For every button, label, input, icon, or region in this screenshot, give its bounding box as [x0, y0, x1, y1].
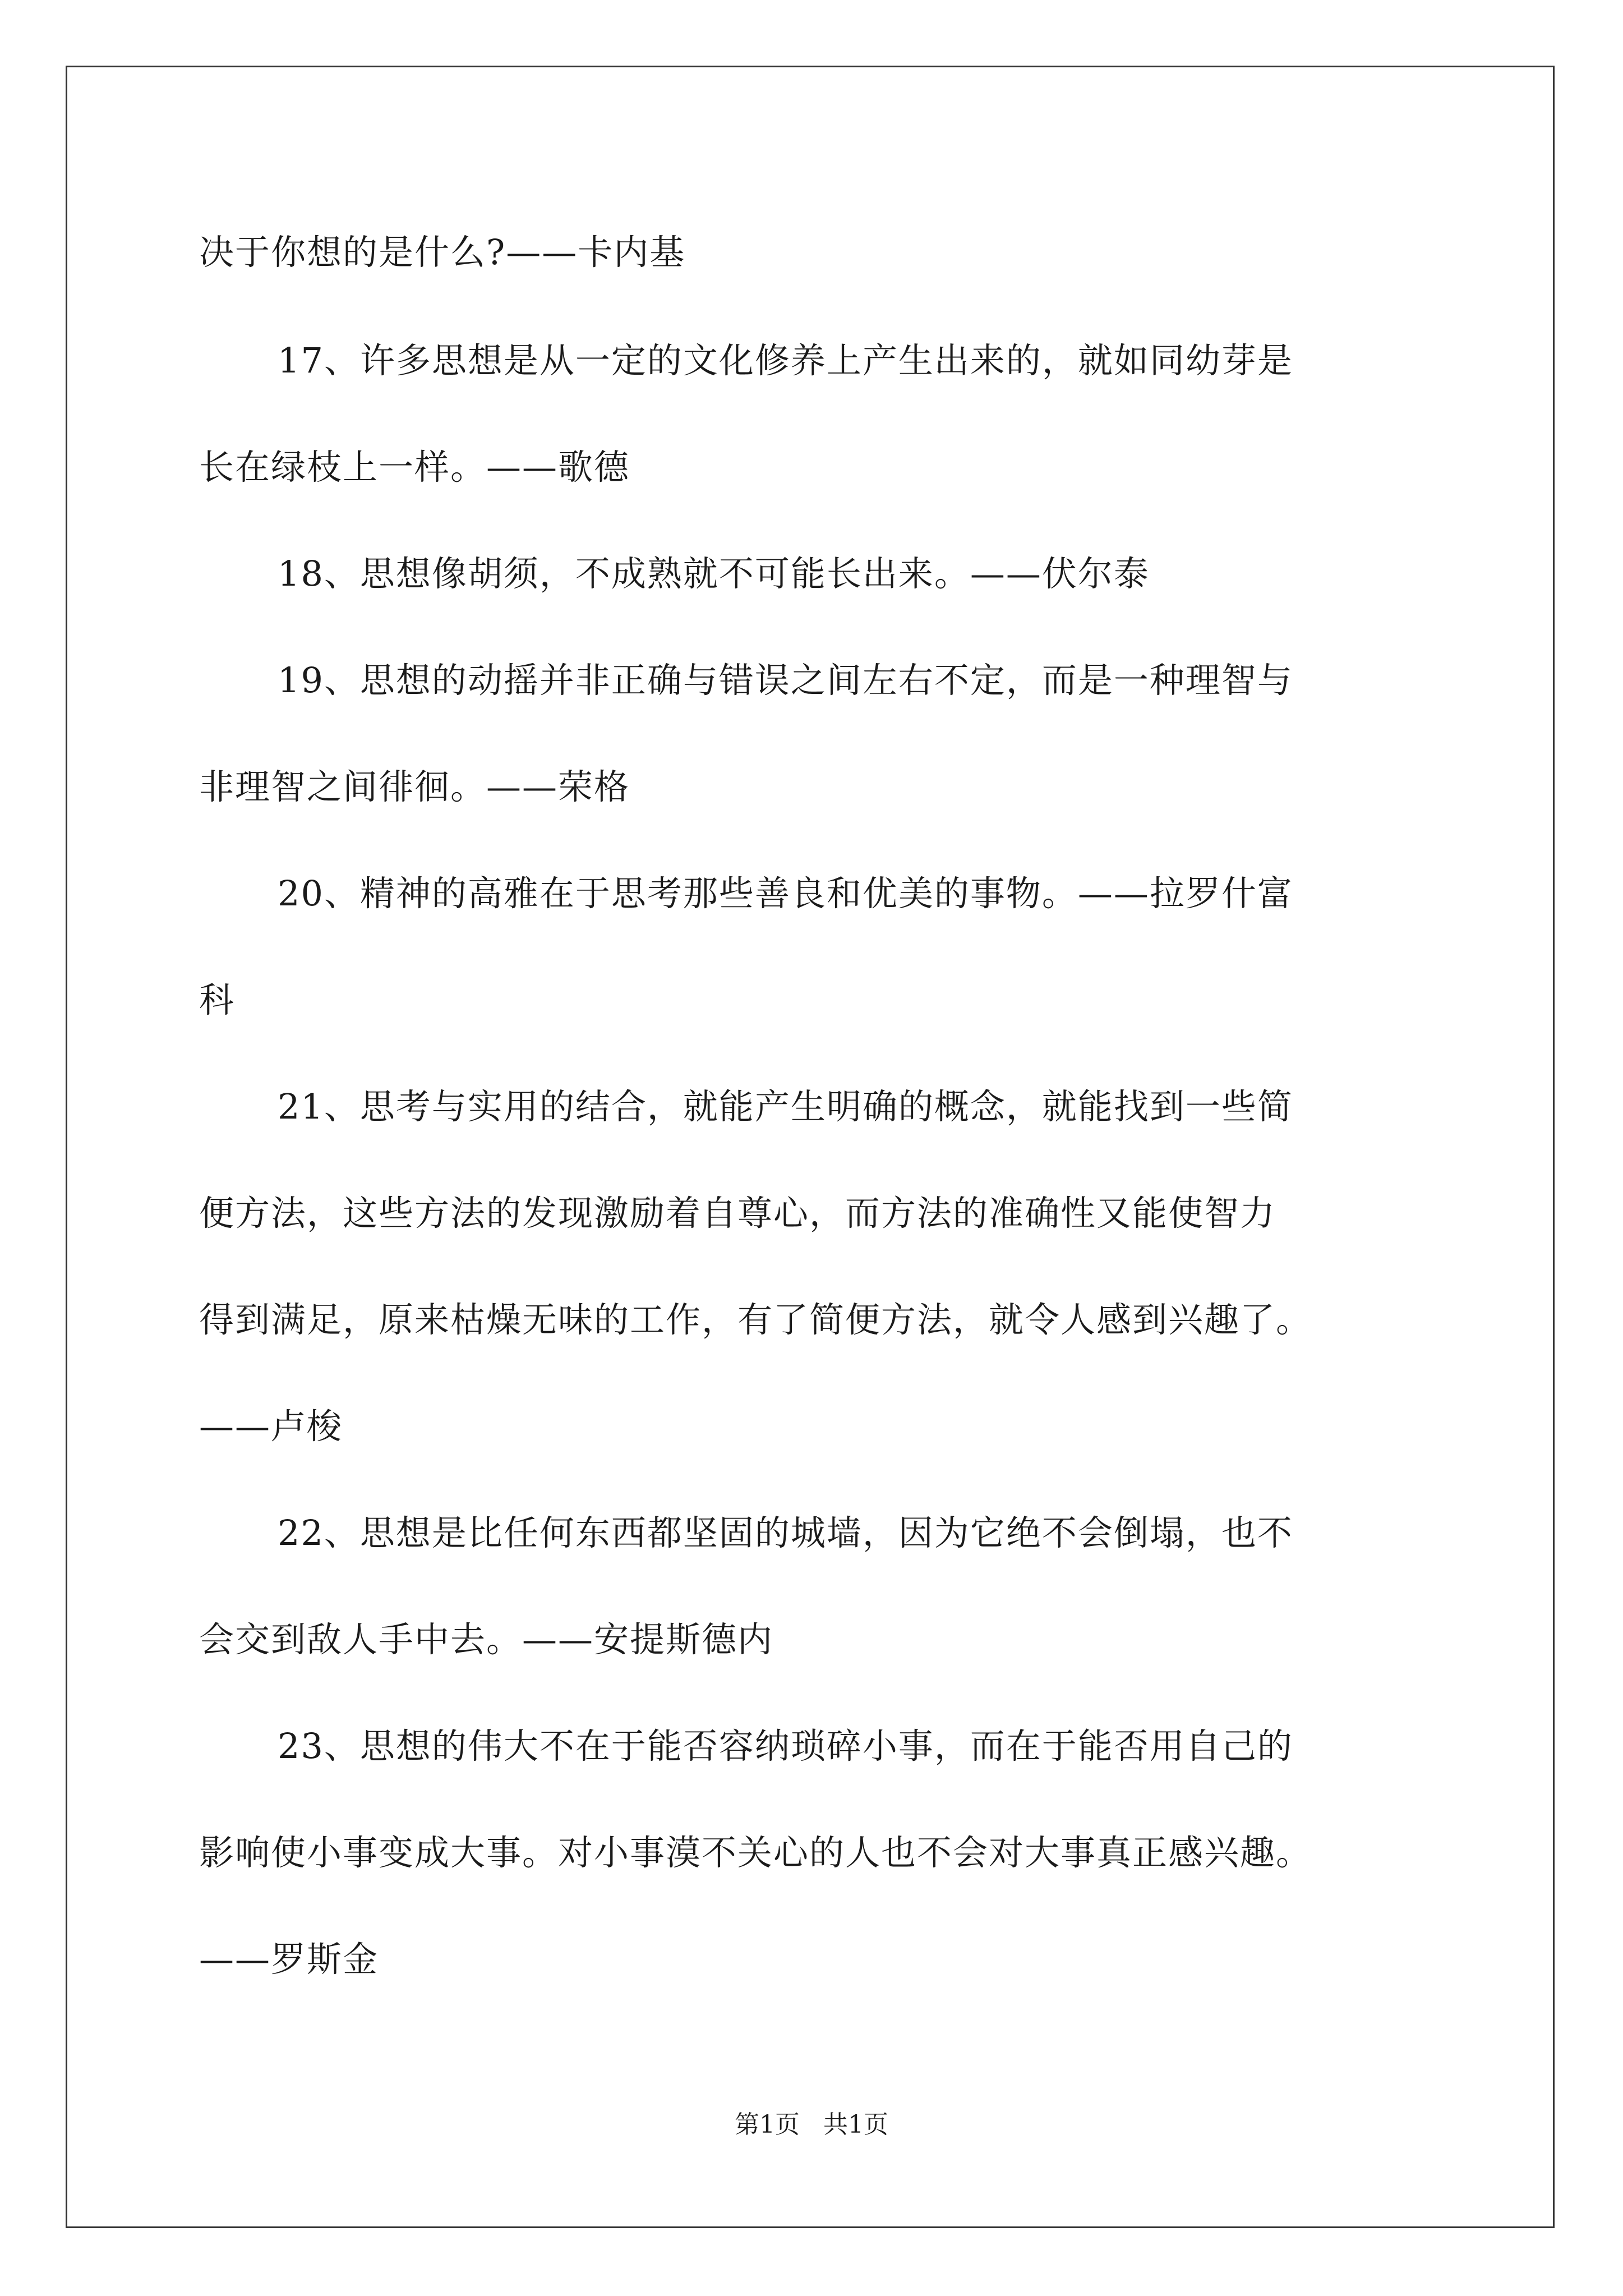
quote-21-line-4: ——卢梭 [199, 1406, 343, 1447]
page-border [66, 66, 1555, 2228]
page-number: 第1页 共1页 [735, 2110, 888, 2139]
quote-21-line-3: 得到满足，原来枯燥无味的工作，有了简便方法，就令人感到兴趣了。 [199, 1299, 1312, 1340]
quote-21-line-1: 21、思考与实用的结合，就能产生明确的概念，就能找到一些简 [278, 1086, 1293, 1127]
quote-22-line-2: 会交到敌人手中去。——安提斯德内 [199, 1619, 774, 1660]
quote-22-line-1: 22、思想是比任何东西都坚固的城墙，因为它绝不会倒塌，也不 [278, 1512, 1293, 1553]
quote-23-line-3: ——罗斯金 [199, 1939, 379, 1980]
quote-20-line-2: 科 [199, 979, 236, 1020]
quote-19-line-1: 19、思想的动摇并非正确与错误之间左右不定，而是一种理智与 [278, 660, 1293, 701]
text-line: 决于你想的是什么?——卡内基 [199, 232, 686, 273]
quote-21-line-2: 便方法，这些方法的发现激励着自尊心，而方法的准确性又能使智力 [199, 1193, 1276, 1234]
quote-17-line-1: 17、许多思想是从一定的文化修养上产生出来的，就如同幼芽是 [278, 340, 1293, 381]
quote-23-line-2: 影响使小事变成大事。对小事漠不关心的人也不会对大事真正感兴趣。 [199, 1832, 1312, 1873]
quote-23-line-1: 23、思想的伟大不在于能否容纳琐碎小事，而在于能否用自己的 [278, 1726, 1293, 1766]
quote-18: 18、思想像胡须，不成熟就不可能长出来。——伏尔泰 [278, 553, 1150, 594]
quote-20-line-1: 20、精神的高雅在于思考那些善良和优美的事物。——拉罗什富 [278, 873, 1293, 914]
quote-17-line-2: 长在绿枝上一样。——歌德 [199, 447, 630, 487]
quote-19-line-2: 非理智之间徘徊。——荣格 [199, 766, 630, 807]
